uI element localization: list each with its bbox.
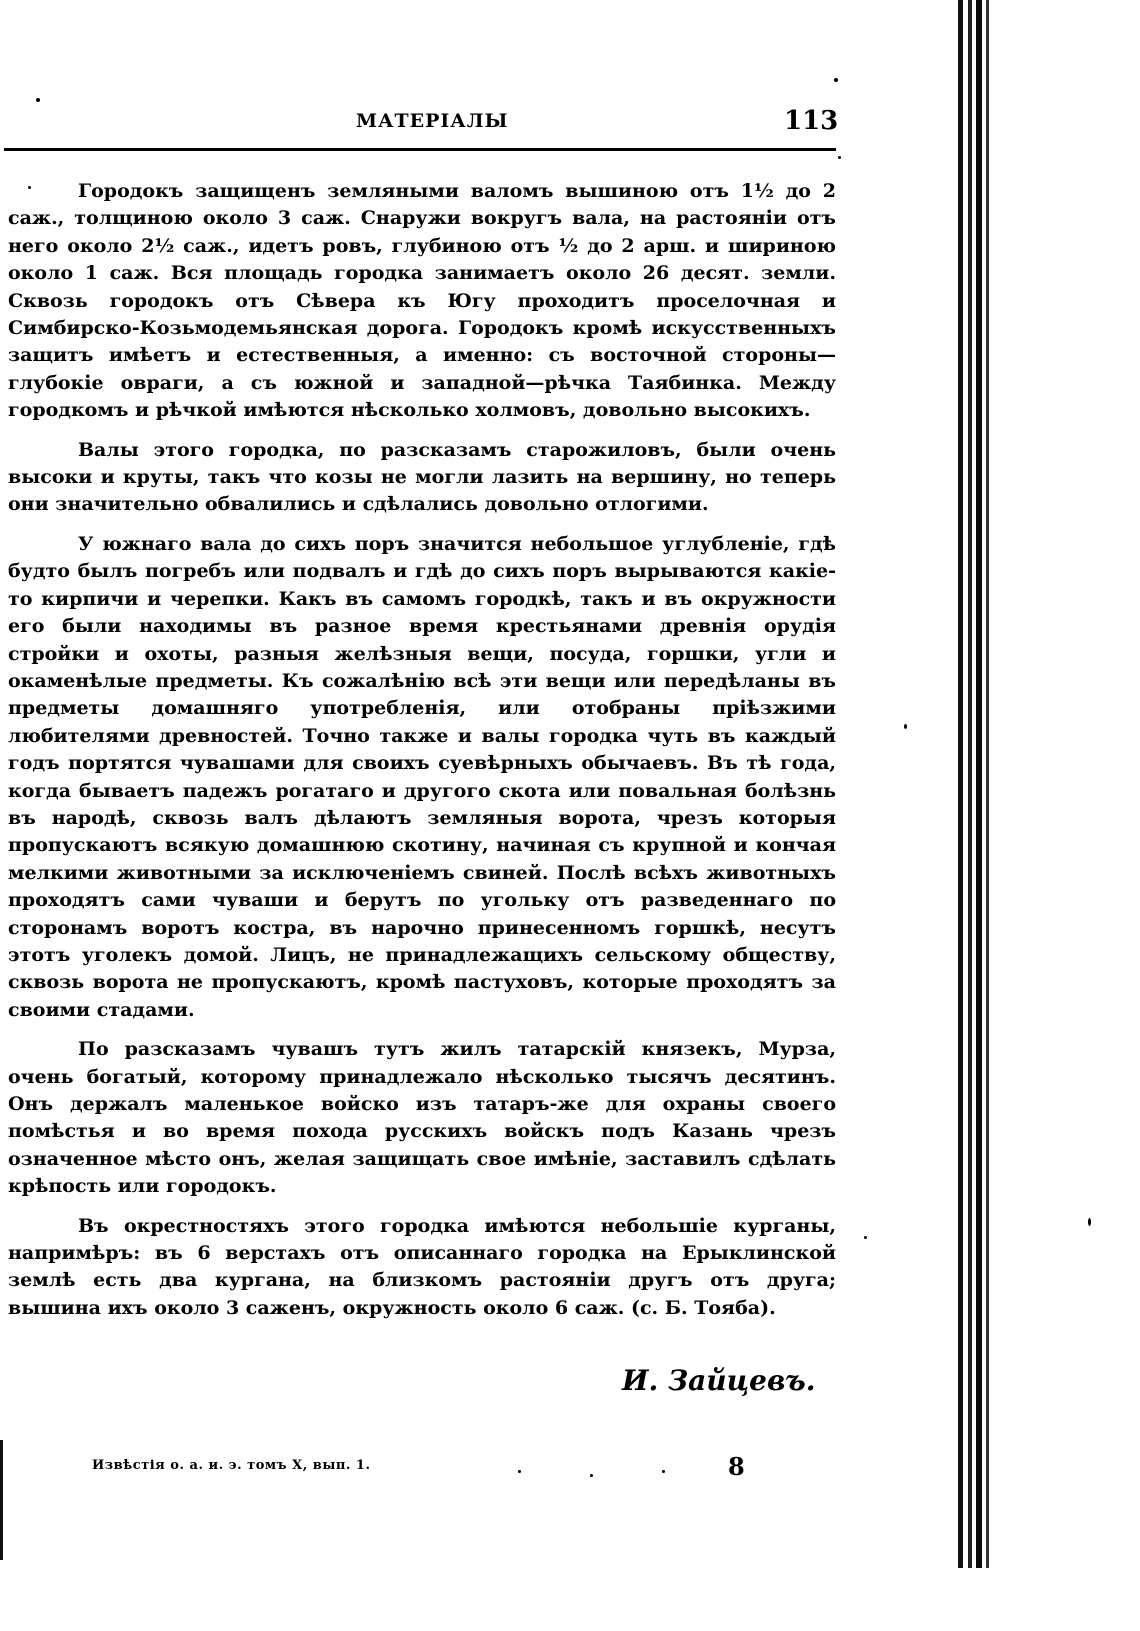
book-spine-shadow <box>968 0 972 1568</box>
paragraph: Въ окрестностяхъ этого городка имѣются небольшіе курганы, напримѣръ: въ 6 верстахъ отъ описаннаго городка на Ерыклинской землѣ есть два кургана, на близкомъ растояніи другъ отъ друга; вышина ихъ около 3 саженъ, окружность около 6 саж. (с. Б. Тояба). <box>8 1214 836 1319</box>
print-speck <box>36 98 40 102</box>
book-spine-shadow <box>958 0 963 1568</box>
print-speck <box>662 1470 665 1473</box>
print-speck <box>838 156 841 159</box>
author-signature: И. Зайцевъ. <box>622 1364 816 1397</box>
paragraph: Городокъ защищенъ земляными валомъ вышиною отъ 1½ до 2 саж., толщиною около 3 саж. Снаружи вокругъ вала, на растояніи отъ него около 2½ саж., идетъ ровъ, глубиною отъ ½ до 2 арш. и шириною около 1 саж. Вся площадь городка занимаетъ около 26 десят. земли. Сквозь городокъ отъ Сѣвера къ Югу проходитъ проселочная и Симбирско-Козьмодемьянская дорога. Городокъ кромѣ искусственныхъ защитъ имѣетъ и естественныя, а именно: съ восточной стороны—глубокіе овраги, а съ южной и западной—рѣчка Таябинка. Между городкомъ и рѣчкой имѣются нѣсколько холмовъ, довольно высокихъ. <box>8 180 836 422</box>
paragraph: По разсказамъ чувашъ тутъ жилъ татарскій князекъ, Мурза, очень богатый, которому принадлежало нѣсколько тысячъ десятинъ. Онъ держалъ маленькое войско изъ татаръ-же для охраны своего помѣстья и во время похода русскихъ войскъ подъ Казань чрезъ означенное мѣсто онъ, желая защищать свое имѣніе, заставилъ сдѣлать крѣпость или городокъ. <box>8 1038 836 1198</box>
print-speck <box>904 724 907 729</box>
print-speck <box>1088 1218 1091 1226</box>
print-speck <box>864 1236 867 1239</box>
footer-source: Извѣстія о. а. и. э. томъ X, вып. 1. <box>92 1458 371 1473</box>
signature-mark: 8 <box>728 1452 745 1481</box>
paragraph: Валы этого городка, по разсказамъ старожиловъ, были очень высоки и круты, такъ что козы не могли лазить на вершину, но теперь они значительно обвалились и сдѣлались довольно отлогими. <box>8 438 836 516</box>
running-title: МАТЕРІАЛЫ <box>356 110 509 132</box>
print-speck <box>834 78 838 82</box>
book-spine-shadow <box>986 0 989 1568</box>
header-rule <box>4 148 836 151</box>
paragraph: У южнаго вала до сихъ поръ значится небольшое углубленіе, гдѣ будто былъ погребъ или подвалъ и гдѣ до сихъ поръ вырываются какіе-то кирпичи и черепки. Какъ въ самомъ городкѣ, такъ и въ окружности его были находимы въ разное время крестьянами древнія орудія стройки и охоты, разныя желѣзныя вещи, посуда, горшки, угли и окаменѣлые предметы. Къ сожалѣнію всѣ эти вещи или передѣланы въ предметы домашняго употребленія, или отобраны пріѣзжими любителями древностей. Точно также и валы городка чуть въ каждый годъ портятся чувашами для своихъ суевѣрныхъ обычаевъ. Въ тѣ года, когда бываетъ падежъ рогатаго и другого скота или повальная болѣзнь въ народѣ, сквозь валъ дѣлаютъ земляныя ворота, чрезъ которыя пропускаютъ всякую домашнюю скотину, начиная съ крупной и кончая мелкими животными за исключеніемъ свиней. Послѣ всѣхъ животныхъ проходятъ сами чуваши и берутъ по угольку отъ разведеннаго по сторонамъ воротъ костра, въ нарочно принесенномъ горшкѣ, несутъ этотъ уголекъ домой. Лицъ, не принадлежащихъ сельскому обществу, сквозь ворота не пропускаютъ, кромѣ пастуховъ, которые проходятъ за своими стадами. <box>8 532 836 1021</box>
page-number: 113 <box>784 106 839 136</box>
print-speck <box>518 1470 521 1473</box>
book-spine-shadow <box>976 0 982 1568</box>
article-body <box>8 178 836 1334</box>
page-edge-shadow <box>0 1440 3 1560</box>
running-header <box>4 106 839 142</box>
print-speck <box>590 1474 593 1477</box>
print-speck <box>28 186 31 189</box>
